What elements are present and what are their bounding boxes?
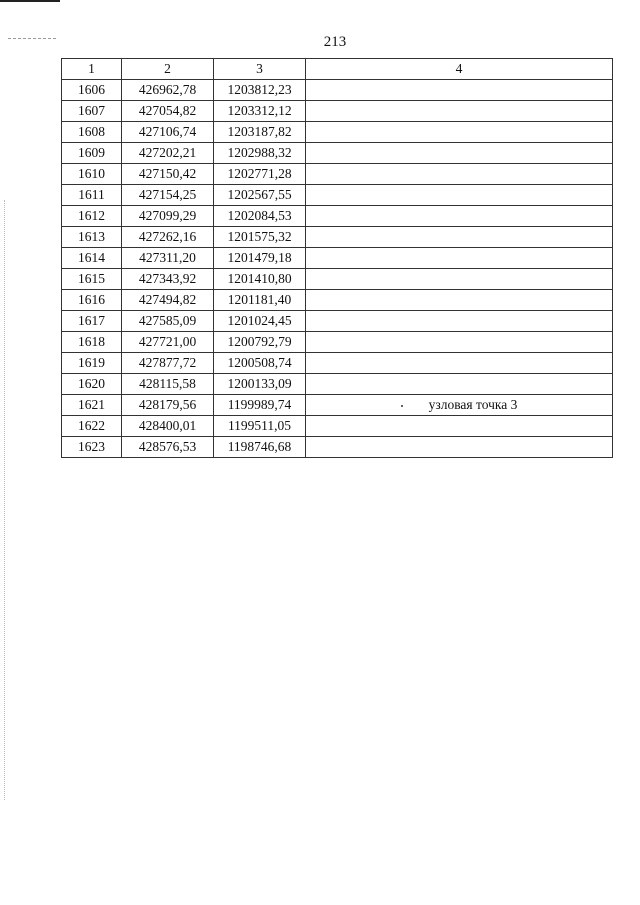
x-coordinate-cell: 426962,78: [122, 80, 214, 101]
table-row: [62, 395, 613, 416]
y-coordinate-cell: 1202084,53: [214, 206, 306, 227]
y-coordinate-cell: 1201024,45: [214, 311, 306, 332]
x-coordinate-cell: 427311,20: [122, 248, 214, 269]
y-coordinate-cell: 1202567,55: [214, 185, 306, 206]
y-coordinate-cell: 1203312,12: [214, 101, 306, 122]
note-cell: [306, 206, 613, 227]
point-number-cell: 1614: [62, 248, 122, 269]
note-cell: [306, 290, 613, 311]
table-row: [62, 101, 613, 122]
point-number-cell: 1612: [62, 206, 122, 227]
table-row: [62, 248, 613, 269]
table-row: [62, 227, 613, 248]
table-row: [62, 416, 613, 437]
table-row: [62, 164, 613, 185]
scan-edge-mark: [0, 0, 60, 2]
x-coordinate-cell: 428115,58: [122, 374, 214, 395]
x-coordinate-cell: 427721,00: [122, 332, 214, 353]
scan-left-edge: [4, 200, 5, 800]
x-coordinate-cell: 427099,29: [122, 206, 214, 227]
x-coordinate-cell: 428576,53: [122, 437, 214, 458]
note-cell: [306, 143, 613, 164]
y-coordinate-cell: 1202988,32: [214, 143, 306, 164]
coordinates-table: [61, 58, 613, 458]
note-cell: [306, 248, 613, 269]
note-text: узловая точка 3: [428, 397, 518, 412]
point-number-cell: 1611: [62, 185, 122, 206]
x-coordinate-cell: 427150,42: [122, 164, 214, 185]
x-coordinate-cell: 427877,72: [122, 353, 214, 374]
column-header-4: 4: [306, 59, 613, 80]
point-number-cell: 1616: [62, 290, 122, 311]
point-number-cell: 1621: [62, 395, 122, 416]
x-coordinate-cell: 427054,82: [122, 101, 214, 122]
y-coordinate-cell: 1201410,80: [214, 269, 306, 290]
x-coordinate-cell: 427262,16: [122, 227, 214, 248]
table-row: [62, 353, 613, 374]
point-number-cell: 1610: [62, 164, 122, 185]
y-coordinate-cell: 1198746,68: [214, 437, 306, 458]
note-cell: [306, 395, 613, 416]
x-coordinate-cell: 427106,74: [122, 122, 214, 143]
point-number-cell: 1606: [62, 80, 122, 101]
point-number-cell: 1607: [62, 101, 122, 122]
column-header-3: 3: [214, 59, 306, 80]
y-coordinate-cell: 1199989,74: [214, 395, 306, 416]
table-row: [62, 332, 613, 353]
x-coordinate-cell: 428179,56: [122, 395, 214, 416]
y-coordinate-cell: 1201479,18: [214, 248, 306, 269]
y-coordinate-cell: 1201181,40: [214, 290, 306, 311]
y-coordinate-cell: 1202771,28: [214, 164, 306, 185]
point-number-cell: 1615: [62, 269, 122, 290]
column-header-2: 2: [122, 59, 214, 80]
table-row: [62, 185, 613, 206]
note-cell: [306, 374, 613, 395]
table-row: [62, 311, 613, 332]
point-number-cell: 1608: [62, 122, 122, 143]
table-row: [62, 122, 613, 143]
note-cell: [306, 164, 613, 185]
point-number-cell: 1609: [62, 143, 122, 164]
point-number-cell: 1618: [62, 332, 122, 353]
point-number-cell: 1620: [62, 374, 122, 395]
y-coordinate-cell: 1203187,82: [214, 122, 306, 143]
note-cell: [306, 185, 613, 206]
y-coordinate-cell: 1199511,05: [214, 416, 306, 437]
x-coordinate-cell: 427585,09: [122, 311, 214, 332]
y-coordinate-cell: 1203812,23: [214, 80, 306, 101]
x-coordinate-cell: 427202,21: [122, 143, 214, 164]
point-number-cell: 1617: [62, 311, 122, 332]
note-cell: [306, 101, 613, 122]
y-coordinate-cell: 1200792,79: [214, 332, 306, 353]
note-cell: [306, 332, 613, 353]
table-row: [62, 206, 613, 227]
point-number-cell: 1623: [62, 437, 122, 458]
note-cell: [306, 353, 613, 374]
point-number-cell: 1613: [62, 227, 122, 248]
point-number-cell: 1619: [62, 353, 122, 374]
table-row: [62, 143, 613, 164]
y-coordinate-cell: 1201575,32: [214, 227, 306, 248]
x-coordinate-cell: 427154,25: [122, 185, 214, 206]
note-cell: [306, 227, 613, 248]
table-row: [62, 374, 613, 395]
note-cell: [306, 416, 613, 437]
note-cell: [306, 437, 613, 458]
x-coordinate-cell: 427494,82: [122, 290, 214, 311]
table-row: [62, 269, 613, 290]
table-row: [62, 80, 613, 101]
note-cell: [306, 122, 613, 143]
table-body: [62, 80, 613, 458]
table-header-row: [62, 59, 613, 80]
table-row: [62, 290, 613, 311]
y-coordinate-cell: 1200133,09: [214, 374, 306, 395]
x-coordinate-cell: 428400,01: [122, 416, 214, 437]
page-number: 213: [323, 34, 347, 50]
column-header-1: 1: [62, 59, 122, 80]
note-cell: [306, 311, 613, 332]
note-cell: [306, 80, 613, 101]
x-coordinate-cell: 427343,92: [122, 269, 214, 290]
y-coordinate-cell: 1200508,74: [214, 353, 306, 374]
note-cell: [306, 269, 613, 290]
point-number-cell: 1622: [62, 416, 122, 437]
table-row: [62, 437, 613, 458]
scan-speck: [401, 405, 403, 407]
